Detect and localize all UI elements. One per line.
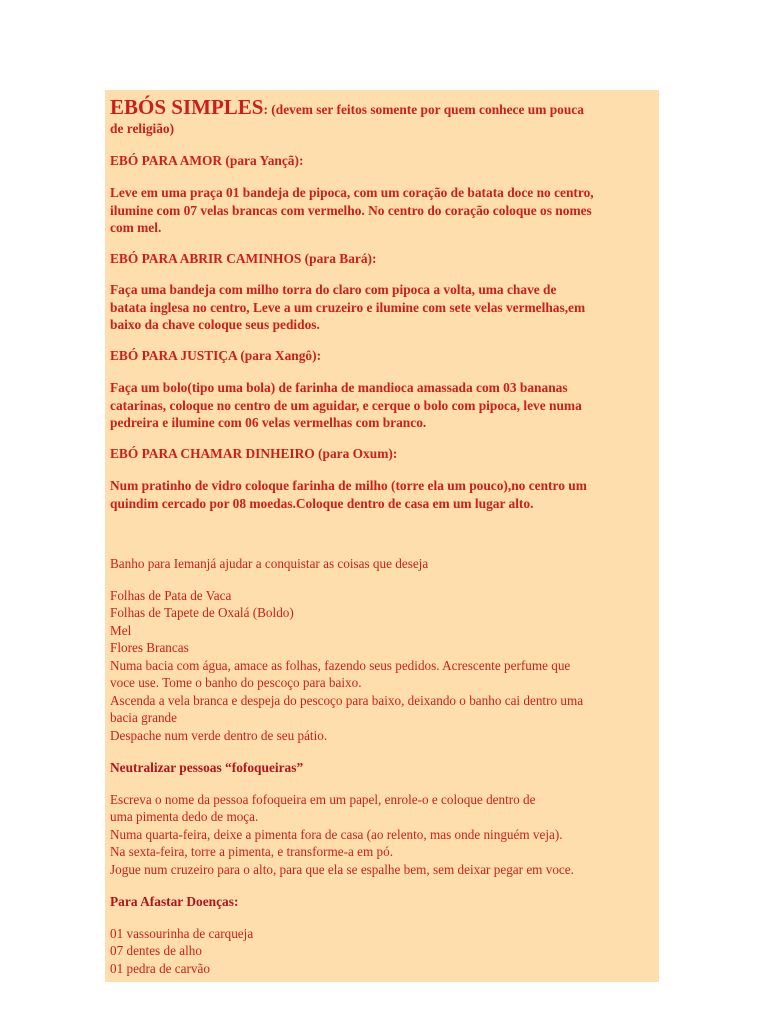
text-line: quindim cercado por 08 moedas.Coloque dentro de casa em um lugar alto. [110,495,534,511]
text-line: catarinas, coloque no centro de um aguidar, e cerque o bolo com pipoca, leve numa [110,397,582,413]
text-line: batata inglesa no centro, Leve a um cruzeiro e ilumine com sete velas vermelhas,em [110,299,586,315]
page-subtitle-cont: de religião) [110,121,175,136]
text-line: com mel. [110,220,162,235]
doencas-body [110,925,658,978]
section-body-justica [110,379,658,432]
content-panel [105,90,659,982]
banho-title: Banho para Iemanjá ajudar a conquistar as coisas que deseja [110,556,429,571]
instruction-line: Despache num verde dentro de seu pátio. [110,727,328,743]
page-title-block [110,95,658,120]
text-line: uma pimenta dedo de moça. [110,809,259,824]
text-line: Num pratinho de vidro coloque farinha de milho (torre ela um pouco),no centro um [110,478,587,493]
instruction-line: Ascenda a vela branca e despeja do pescoço para baixo, deixando o banho cai dentro uma [110,692,584,708]
ingredient-line: 07 dentes de alho [110,943,202,958]
ingredient-line: 01 vassourinha de carqueja [110,925,254,941]
text-line: pedreira e ilumine com 06 velas vermelhas com branco. [110,415,427,430]
ingredient-line: Folhas de Pata de Vaca [110,587,232,603]
section-body-dinheiro [110,477,658,512]
ingredient-line: 01 pedra de carvão [110,960,210,976]
text-line: Faça uma bandeja com milho torra do claro com pipoca a volta, uma chave de [110,282,557,297]
section-body-caminhos [110,281,658,334]
fofoqueiras-heading: Neutralizar pessoas “fofoqueiras” [110,760,304,775]
text-line: Numa quarta-feira, deixe a pimenta fora de casa (ao relento, mas onde ninguém veja). [110,826,563,842]
text-line: Leve em uma praça 01 bandeja de pipoca, com um coração de batata doce no centro, [110,185,594,200]
text-line: Faça um bolo(tipo uma bola) de farinha de mandioca amassada com 03 bananas [110,380,568,395]
text-line: ilumine com 07 velas brancas com vermelho. No centro do coração coloque os nomes [110,202,592,218]
ingredient-line: Folhas de Tapete de Oxalá (Boldo) [110,605,294,620]
page-subtitle: : (devem ser feitos somente por quem conhece um pouca [263,102,584,117]
text-line: Jogue num cruzeiro para o alto, para que ela se espalhe bem, sem deixar pegar em voce. [110,861,574,877]
section-heading-caminhos: EBÓ PARA ABRIR CAMINHOS (para Bará): [110,250,377,266]
instruction-line: Numa bacia com água, amace as folhas, fazendo seus pedidos. Acrescente perfume que [110,657,571,673]
section-body-amor [110,184,658,237]
banho-body [110,587,658,745]
section-heading-amor: EBÓ PARA AMOR (para Yançã): [110,152,304,168]
text-line: baixo da chave coloque seus pedidos. [110,317,320,332]
text-line: Escreva o nome da pessoa fofoqueira em um papel, enrole-o e coloque dentro de [110,791,536,807]
section-heading-dinheiro: EBÓ PARA CHAMAR DINHEIRO (para Oxum): [110,445,398,461]
ingredient-line: Mel [110,622,132,638]
text-line: Na sexta-feira, torre a pimenta, e transforme-a em pó. [110,844,394,859]
section-heading-justica: EBÓ PARA JUSTIÇA (para Xangô): [110,347,322,363]
ingredient-line: Flores Brancas [110,640,189,655]
fofoqueiras-body [110,791,658,879]
document-body [110,93,658,977]
doencas-heading: Para Afastar Doenças: [110,894,239,909]
page-title: EBÓS SIMPLES [110,95,264,119]
instruction-line: bacia grande [110,710,177,725]
instruction-line: voce use. Tome o banho do pescoço para baixo. [110,675,362,690]
